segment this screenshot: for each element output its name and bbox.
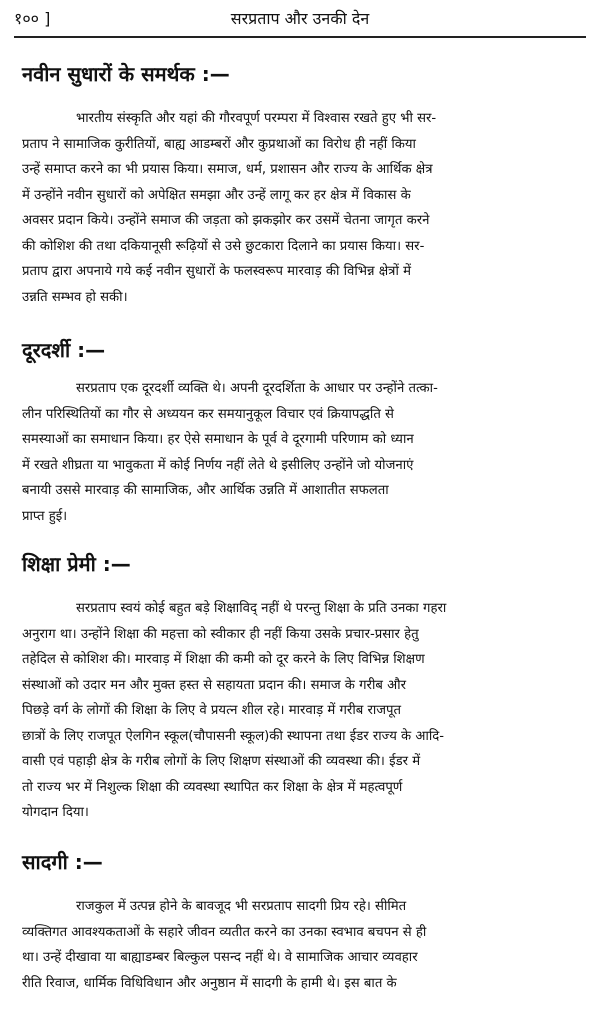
text-line: अनुराग था। उन्होंने शिक्षा की महत्ता को स्वीकार ही नहीं किया उसके प्रचार-प्रसार हेतु (22, 626, 419, 642)
text-line: छात्रों के लिए राजपूत ऐलगिन स्कूल(चौपासनी स्कूल)की स्थापना तथा ईडर राज्य के आदि- (22, 728, 445, 744)
text-line: में रखते शीघ्रता या भावुकता में कोई निर्णय नहीं लेते थे इसीलिए उन्होंने जो योजनाएं (22, 457, 414, 473)
section-body-reforms (22, 106, 578, 310)
section-body-education (22, 596, 578, 826)
text-line: संस्थाओं को उदार मन और मुक्त हस्त से सहायता प्रदान की। समाज के गरीब और (22, 677, 406, 693)
text-line: उन्नति सम्भव हो सकी। (22, 289, 128, 305)
text-line: राजकुल में उत्पन्न होने के बावजूद भी सरप्रताप सादगी प्रिय रहे। सीमित (76, 899, 407, 914)
text-line: सरप्रताप स्वयं कोई बहुत बड़े शिक्षाविद् नहीं थे परन्तु शिक्षा के प्रति उनका गहरा (76, 601, 447, 616)
text-line: लीन परिस्थितियों का गौर से अध्ययन कर समयानुकूल विचार एवं क्रियापद्धति से (22, 406, 394, 422)
section-heading-education: शिक्षा प्रेमी :— (22, 552, 131, 576)
text-line: वासी एवं पहाड़ी क्षेत्र के गरीब लोगों के लिए शिक्षण संस्थाओं की व्यवस्था की। ईडर में (22, 754, 421, 769)
text-line: प्राप्त हुई। (22, 508, 68, 524)
text-line: तहेदिल से कोशिश की। मारवाड़ में शिक्षा की कमी को दूर करने के लिए विभिन्न शिक्षण (22, 652, 425, 667)
section-heading-simplicity: सादगी :— (22, 850, 103, 874)
text-line: प्रताप द्वारा अपनाये गये कई नवीन सुधारों के फलस्वरूप मारवाड़ की विभिन्न क्षेत्रों में (22, 264, 411, 279)
text-line: सरप्रताप एक दूरदर्शी व्यक्ति थे। अपनी दूरदर्शिता के आधार पर उन्होंने तत्का- (76, 381, 438, 396)
header-rule (14, 36, 586, 38)
text-line: की कोशिश की तथा दकियानूसी रूढ़ियों से उसे छुटकारा दिलाने का प्रयास किया। सर- (22, 238, 425, 254)
text-line: पिछड़े वर्ग के लोगों की शिक्षा के लिए वे प्रयत्न शील रहे। मारवाड़ में गरीब राजपूत (22, 703, 402, 718)
text-line: में उन्होंने नवीन सुधारों को अपेक्षित समझा और उन्हें लागू कर हर क्षेत्र में विकास के (22, 187, 411, 203)
text-line: भारतीय संस्कृति और यहां की गौरवपूर्ण परम्परा में विश्वास रखते हुए भी सर- (76, 111, 437, 126)
text-line: तो राज्य भर में निशुल्क शिक्षा की व्यवस्था स्थापित कर शिक्षा के क्षेत्र में महत्वपूर्ण (22, 779, 403, 795)
section-body-simplicity (22, 894, 578, 996)
text-line: था। उन्हें दीखावा या बाह्याडम्बर बिल्कुल पसन्द नहीं थे। वे सामाजिक आचार व्यवहार (22, 950, 418, 965)
text-line: प्रताप ने सामाजिक कुरीतियों, बाह्य आडम्बरों और कुप्रथाओं का विरोध ही नहीं किया (22, 136, 416, 152)
text-line: समस्याओं का समाधान किया। हर ऐसे समाधान के पूर्व वे दूरगामी परिणाम को ध्यान (22, 432, 414, 447)
section-heading-reforms: नवीन सुधारों के समर्थक :— (22, 62, 230, 86)
running-title: सरप्रताप और उनकी देन (230, 9, 370, 28)
text-line: बनायी उससे मारवाड़ की सामाजिक, और आर्थिक उन्नति में आशातीत सफलता (22, 483, 389, 498)
section-body-visionary (22, 376, 578, 529)
text-line: व्यक्तिगत आवश्यकताओं के सहारे जीवन व्यतीत करने का उनका स्वभाव बचपन से ही (22, 924, 427, 940)
text-line: रीति रिवाज, धार्मिक विधिविधान और अनुष्ठान में सादगी के हामी थे। इस बात के (22, 975, 397, 991)
text-line: उन्हें समाप्त करने का भी प्रयास किया। समाज, धर्म, प्रशासन और राज्य के आर्थिक क्षेत्र (22, 162, 433, 177)
text-line: योगदान दिया। (22, 805, 89, 820)
page-number: १०० ] (14, 9, 51, 28)
text-line: अवसर प्रदान किये। उन्होंने समाज की जड़ता को झकझोर कर उसमें चेतना जागृत करने (22, 213, 430, 228)
running-header (14, 4, 586, 34)
section-heading-visionary: दूरदर्शी :— (22, 338, 106, 362)
